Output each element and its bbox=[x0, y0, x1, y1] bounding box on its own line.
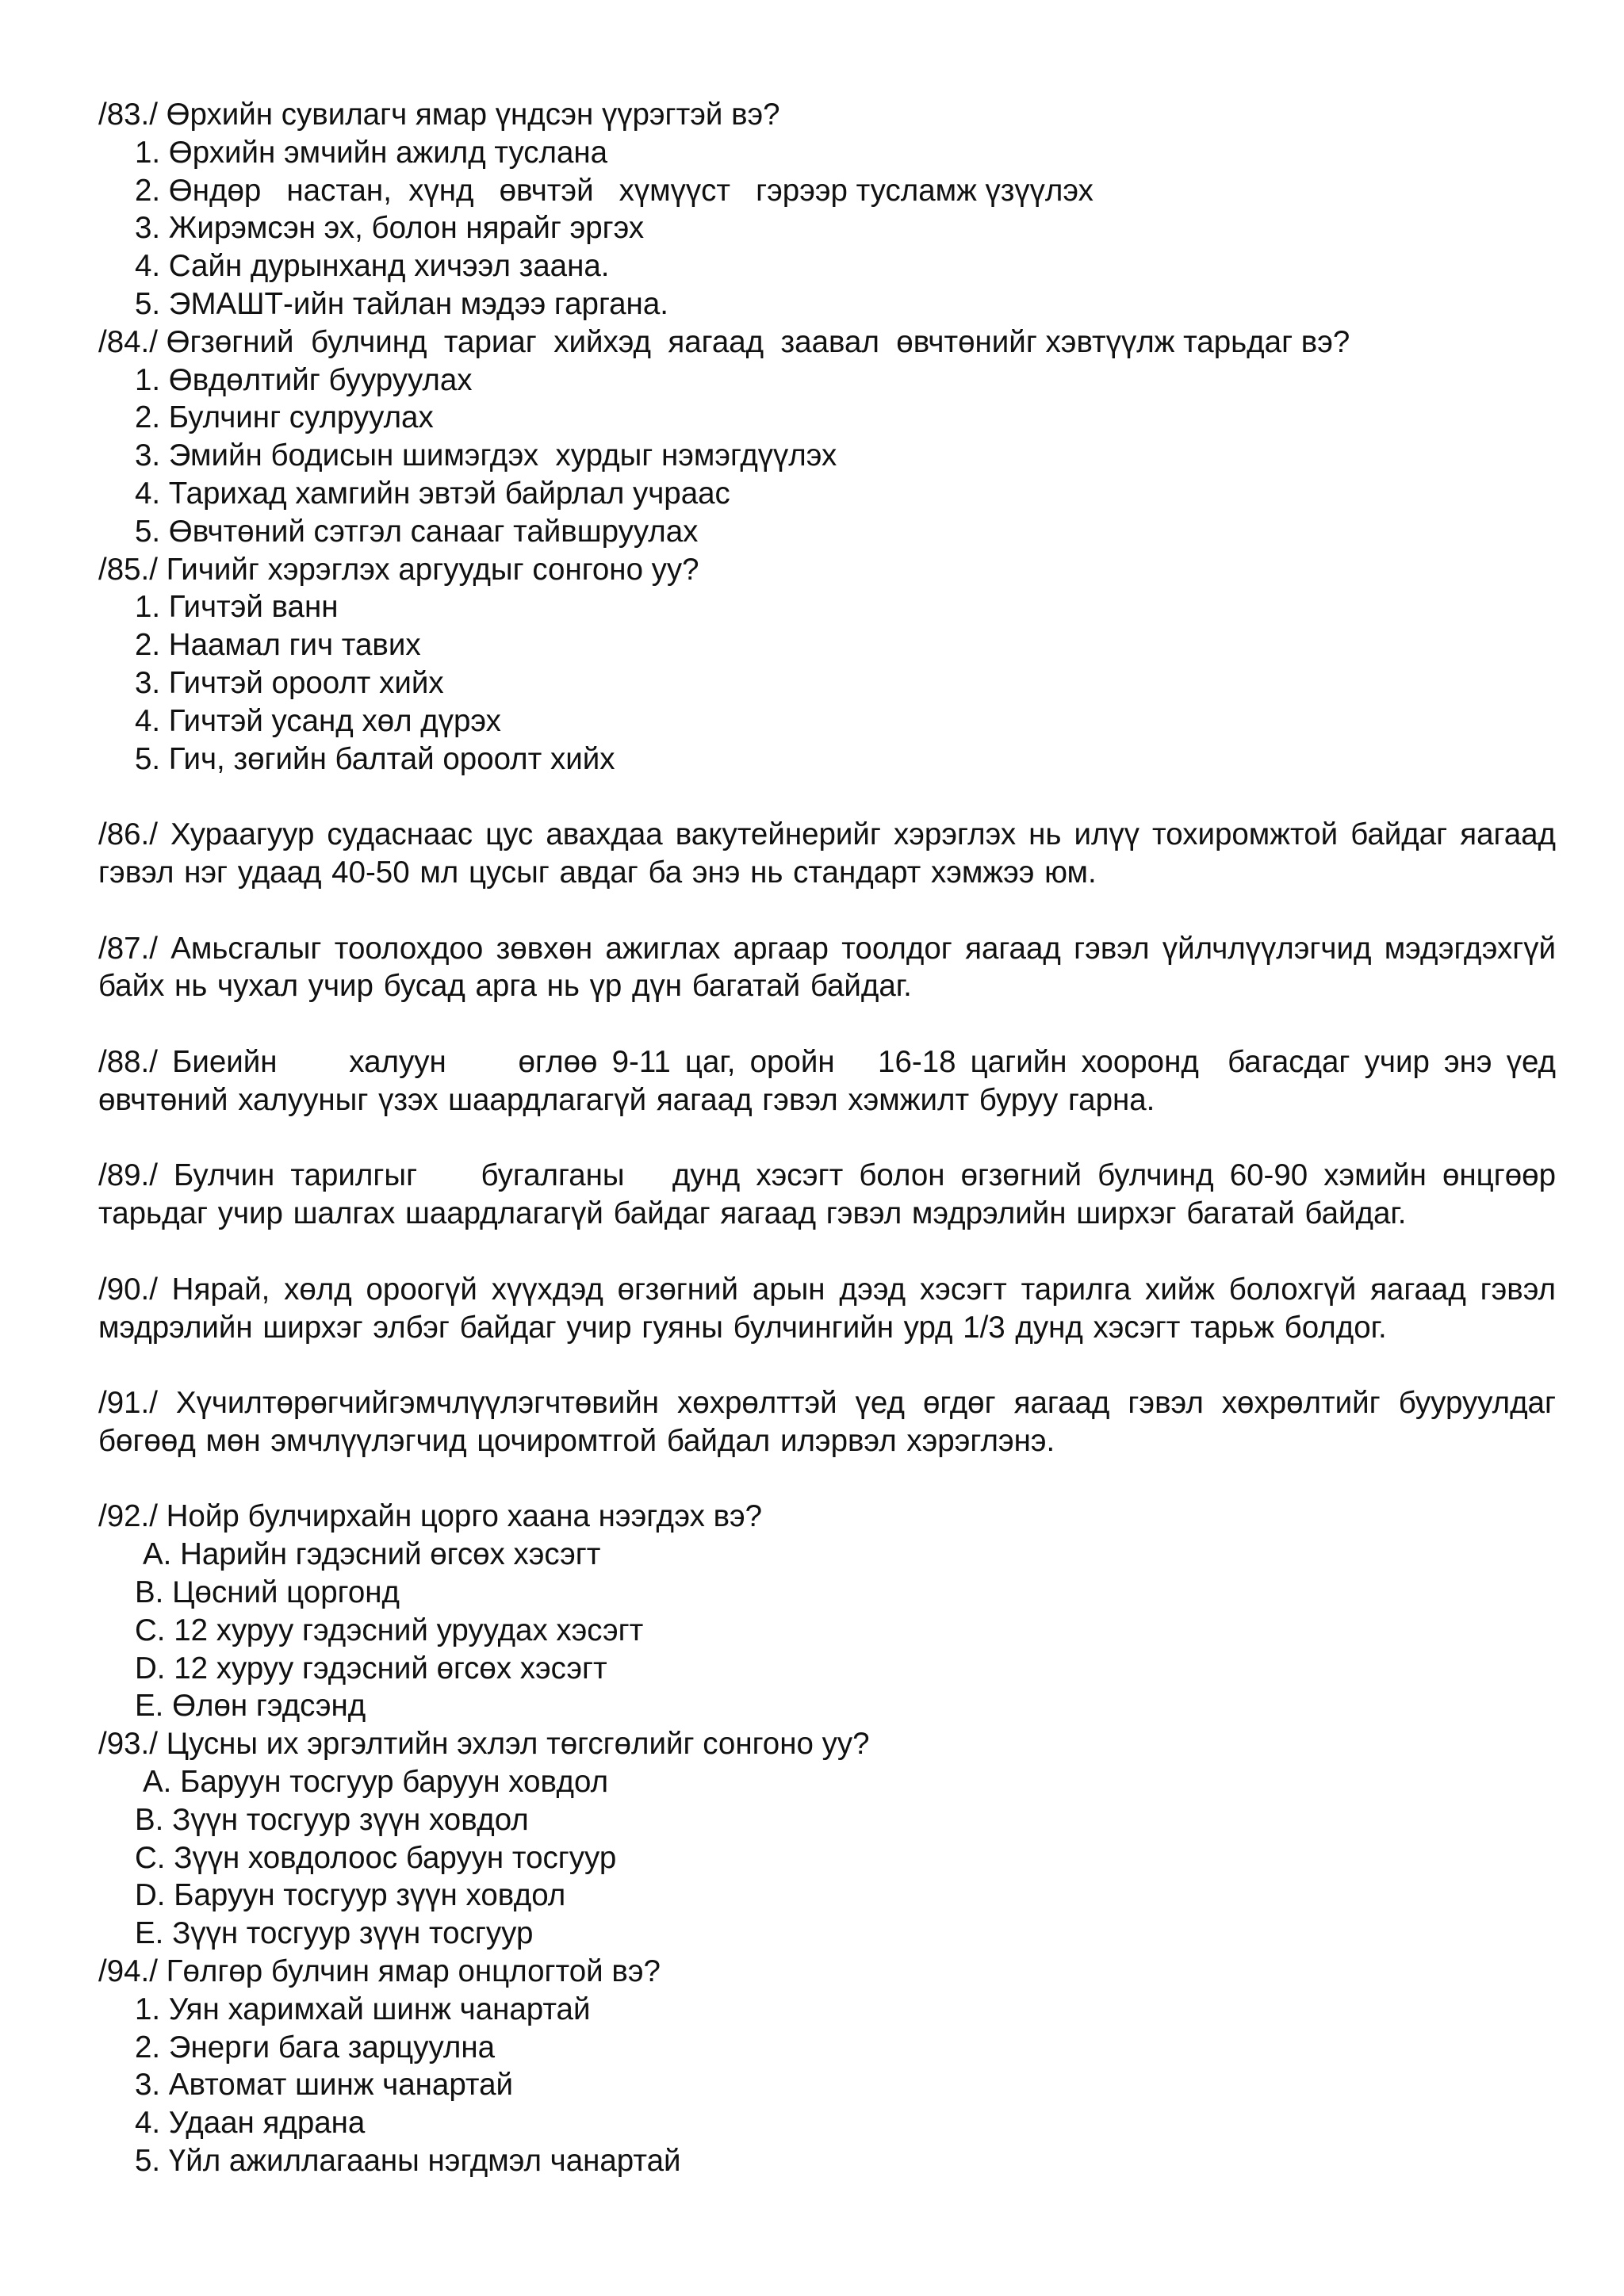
answer-option: 4. Сайн дурынханд хичээл заана. bbox=[135, 249, 610, 284]
spacer bbox=[98, 1346, 1556, 1384]
spacer bbox=[98, 1460, 1556, 1498]
answer-option: 5. Үйл ажиллагааны нэгдмэл чанартай bbox=[135, 2144, 681, 2179]
answer-option: A. Баруун тосгуур баруун ховдол bbox=[143, 1765, 609, 1800]
answer-option: 2. Өндөр настан, хүнд өвчтэй хүмүүст гэрээр тусламж үзүүлэх bbox=[135, 173, 1094, 208]
question-84 bbox=[98, 323, 1556, 551]
question-93 bbox=[98, 1725, 1556, 1953]
spacer bbox=[98, 892, 1556, 930]
answer-option: 3. Эмийн бодисын шимэгдэх хурдыг нэмэгдүүлэх bbox=[135, 438, 837, 473]
statement-88: /88./ Биеийн халуун өглөө 9-11 цаг, оройн 16-18 цагийн хооронд багасдаг учир энэ үед өвчтөний халууныг үзэх шаардлагагүй яагаад гэвэл хэмжилт буруу гарна. bbox=[98, 1044, 1566, 1117]
answer-option: C. Зүүн ховдолоос баруун тосгуур bbox=[135, 1840, 617, 1875]
statement-91: /91./ Хүчилтөрөгчийгэмчлүүлэгчтөвийн хөхрөлттэй үед өгдөг яагаад гэвэл хөхрөлтийг бууруулдаг бөгөөд мөн эмчлүүлэгчид цочиромтгой байдал илэрвэл хэрэглэнэ. bbox=[98, 1386, 1556, 1458]
question-92 bbox=[98, 1498, 1556, 1725]
answer-option: 1. Өвдөлтийг бууруулах bbox=[135, 362, 473, 397]
question-85 bbox=[98, 551, 1556, 779]
answer-option: 3. Автомат шинж чанартай bbox=[135, 2068, 514, 2103]
answer-option: 2. Энерги бага зарцуулна bbox=[135, 2030, 496, 2064]
question-text: /84./ Өгзөгний булчинд тариаг хийхэд яагаад заавал өвчтөнийг хэвтүүлж тарьдаг вэ? bbox=[98, 324, 1350, 359]
answer-option: 1. Өрхийн эмчийн ажилд туслана bbox=[135, 135, 608, 170]
answer-option: 4. Тарихад хамгийн эвтэй байрлал учраас bbox=[135, 476, 730, 511]
document-body bbox=[98, 96, 1566, 2180]
statement-90: /90./ Нярай, хөлд ороогүй хүүхдэд өгзөгний арын дээд хэсэгт тарилга хийж болохгүй яагаад гэвэл мэдрэлийн ширхэг элбэг байдаг учир гуяны булчингийн урд 1/3 дунд хэсэгт тарьж болдог. bbox=[98, 1272, 1556, 1345]
answer-option: E. Зүүн тосгуур зүүн тосгуур bbox=[135, 1916, 534, 1951]
question-text: /83./ Өрхийн сувилагч ямар үндсэн үүрэгтэй вэ? bbox=[98, 98, 780, 132]
question-text: /93./ Цусны их эргэлтийн эхлэл төгсгөлийг сонгоно уу? bbox=[98, 1727, 870, 1762]
answer-option: C. 12 хуруу гэдэсний уруудах хэсэгт bbox=[135, 1613, 644, 1647]
spacer bbox=[98, 1119, 1556, 1158]
question-text: /94./ Гөлгөр булчин ямар онцлогтой вэ? bbox=[98, 1954, 661, 1989]
statement-87: /87./ Амьсгалыг тоолохдоо зөвхөн ажиглах аргаар тоолдог яагаад гэвэл үйлчлүүлэгчид мэдэгдэхгүй байх нь чухал учир бусад арга нь үр дүн багатай байдаг. bbox=[98, 931, 1556, 1004]
answer-option: 2. Булчинг сулруулах bbox=[135, 400, 434, 435]
statement-89: /89./ Булчин тарилгыг бугалганы дунд хэсэгт болон өгзөгний булчинд 60-90 хэмийн өнцгөөр тарьдаг учир шалгах шаардлагагүй байдаг яагаад гэвэл мэдрэлийн ширхэг багатай байдаг. bbox=[98, 1158, 1566, 1231]
spacer bbox=[98, 1233, 1556, 1271]
answer-option: B. Цөсний цоргонд bbox=[135, 1575, 400, 1610]
question-94 bbox=[98, 1953, 1556, 2180]
question-text: /92./ Нойр булчирхайн цорго хаана нээгдэх вэ? bbox=[98, 1499, 763, 1534]
answer-option: E. Өлөн гэдсэнд bbox=[135, 1689, 366, 1724]
answer-option: 3. Жирэмсэн эх, болон нярайг эргэх bbox=[135, 211, 645, 246]
answer-option: 4. Гичтэй усанд хөл дүрэх bbox=[135, 703, 501, 738]
question-83 bbox=[98, 96, 1556, 323]
answer-option: 3. Гичтэй ороолт хийх bbox=[135, 665, 444, 700]
answer-option: D. 12 хуруу гэдэсний өгсөх хэсэгт bbox=[135, 1651, 607, 1686]
answer-option: 5. Өвчтөний сэтгэл санааг тайвшруулах bbox=[135, 514, 699, 549]
question-text: /85./ Гичийг хэрэглэх аргуудыг сонгоно уу? bbox=[98, 552, 699, 587]
answer-option: 1. Гичтэй ванн bbox=[135, 590, 339, 625]
answer-option: D. Баруун тосгуур зүүн ховдол bbox=[135, 1878, 566, 1913]
answer-option: B. Зүүн тосгуур зүүн ховдол bbox=[135, 1802, 529, 1837]
spacer bbox=[98, 778, 1556, 816]
spacer bbox=[98, 1005, 1556, 1043]
answer-option: 5. ЭМАШТ-ийн тайлан мэдээ гаргана. bbox=[135, 286, 668, 321]
answer-option: A. Нарийн гэдэсний өгсөх хэсэгт bbox=[143, 1537, 601, 1572]
answer-option: 1. Уян харимхай шинж чанартай bbox=[135, 1992, 591, 2026]
answer-option: 5. Гич, зөгийн балтай ороолт хийх bbox=[135, 741, 615, 776]
answer-option: 4. Удаан ядрана bbox=[135, 2106, 366, 2141]
statement-86: /86./ Хураагуур судаснаас цус авахдаа вакутейнерийг хэрэглэх нь илүү тохиромжтой байдаг яагаад гэвэл нэг удаад 40-50 мл цусыг авдаг ба энэ нь стандарт хэмжээ юм. bbox=[98, 817, 1556, 890]
answer-option: 2. Наамал гич тавих bbox=[135, 628, 421, 663]
